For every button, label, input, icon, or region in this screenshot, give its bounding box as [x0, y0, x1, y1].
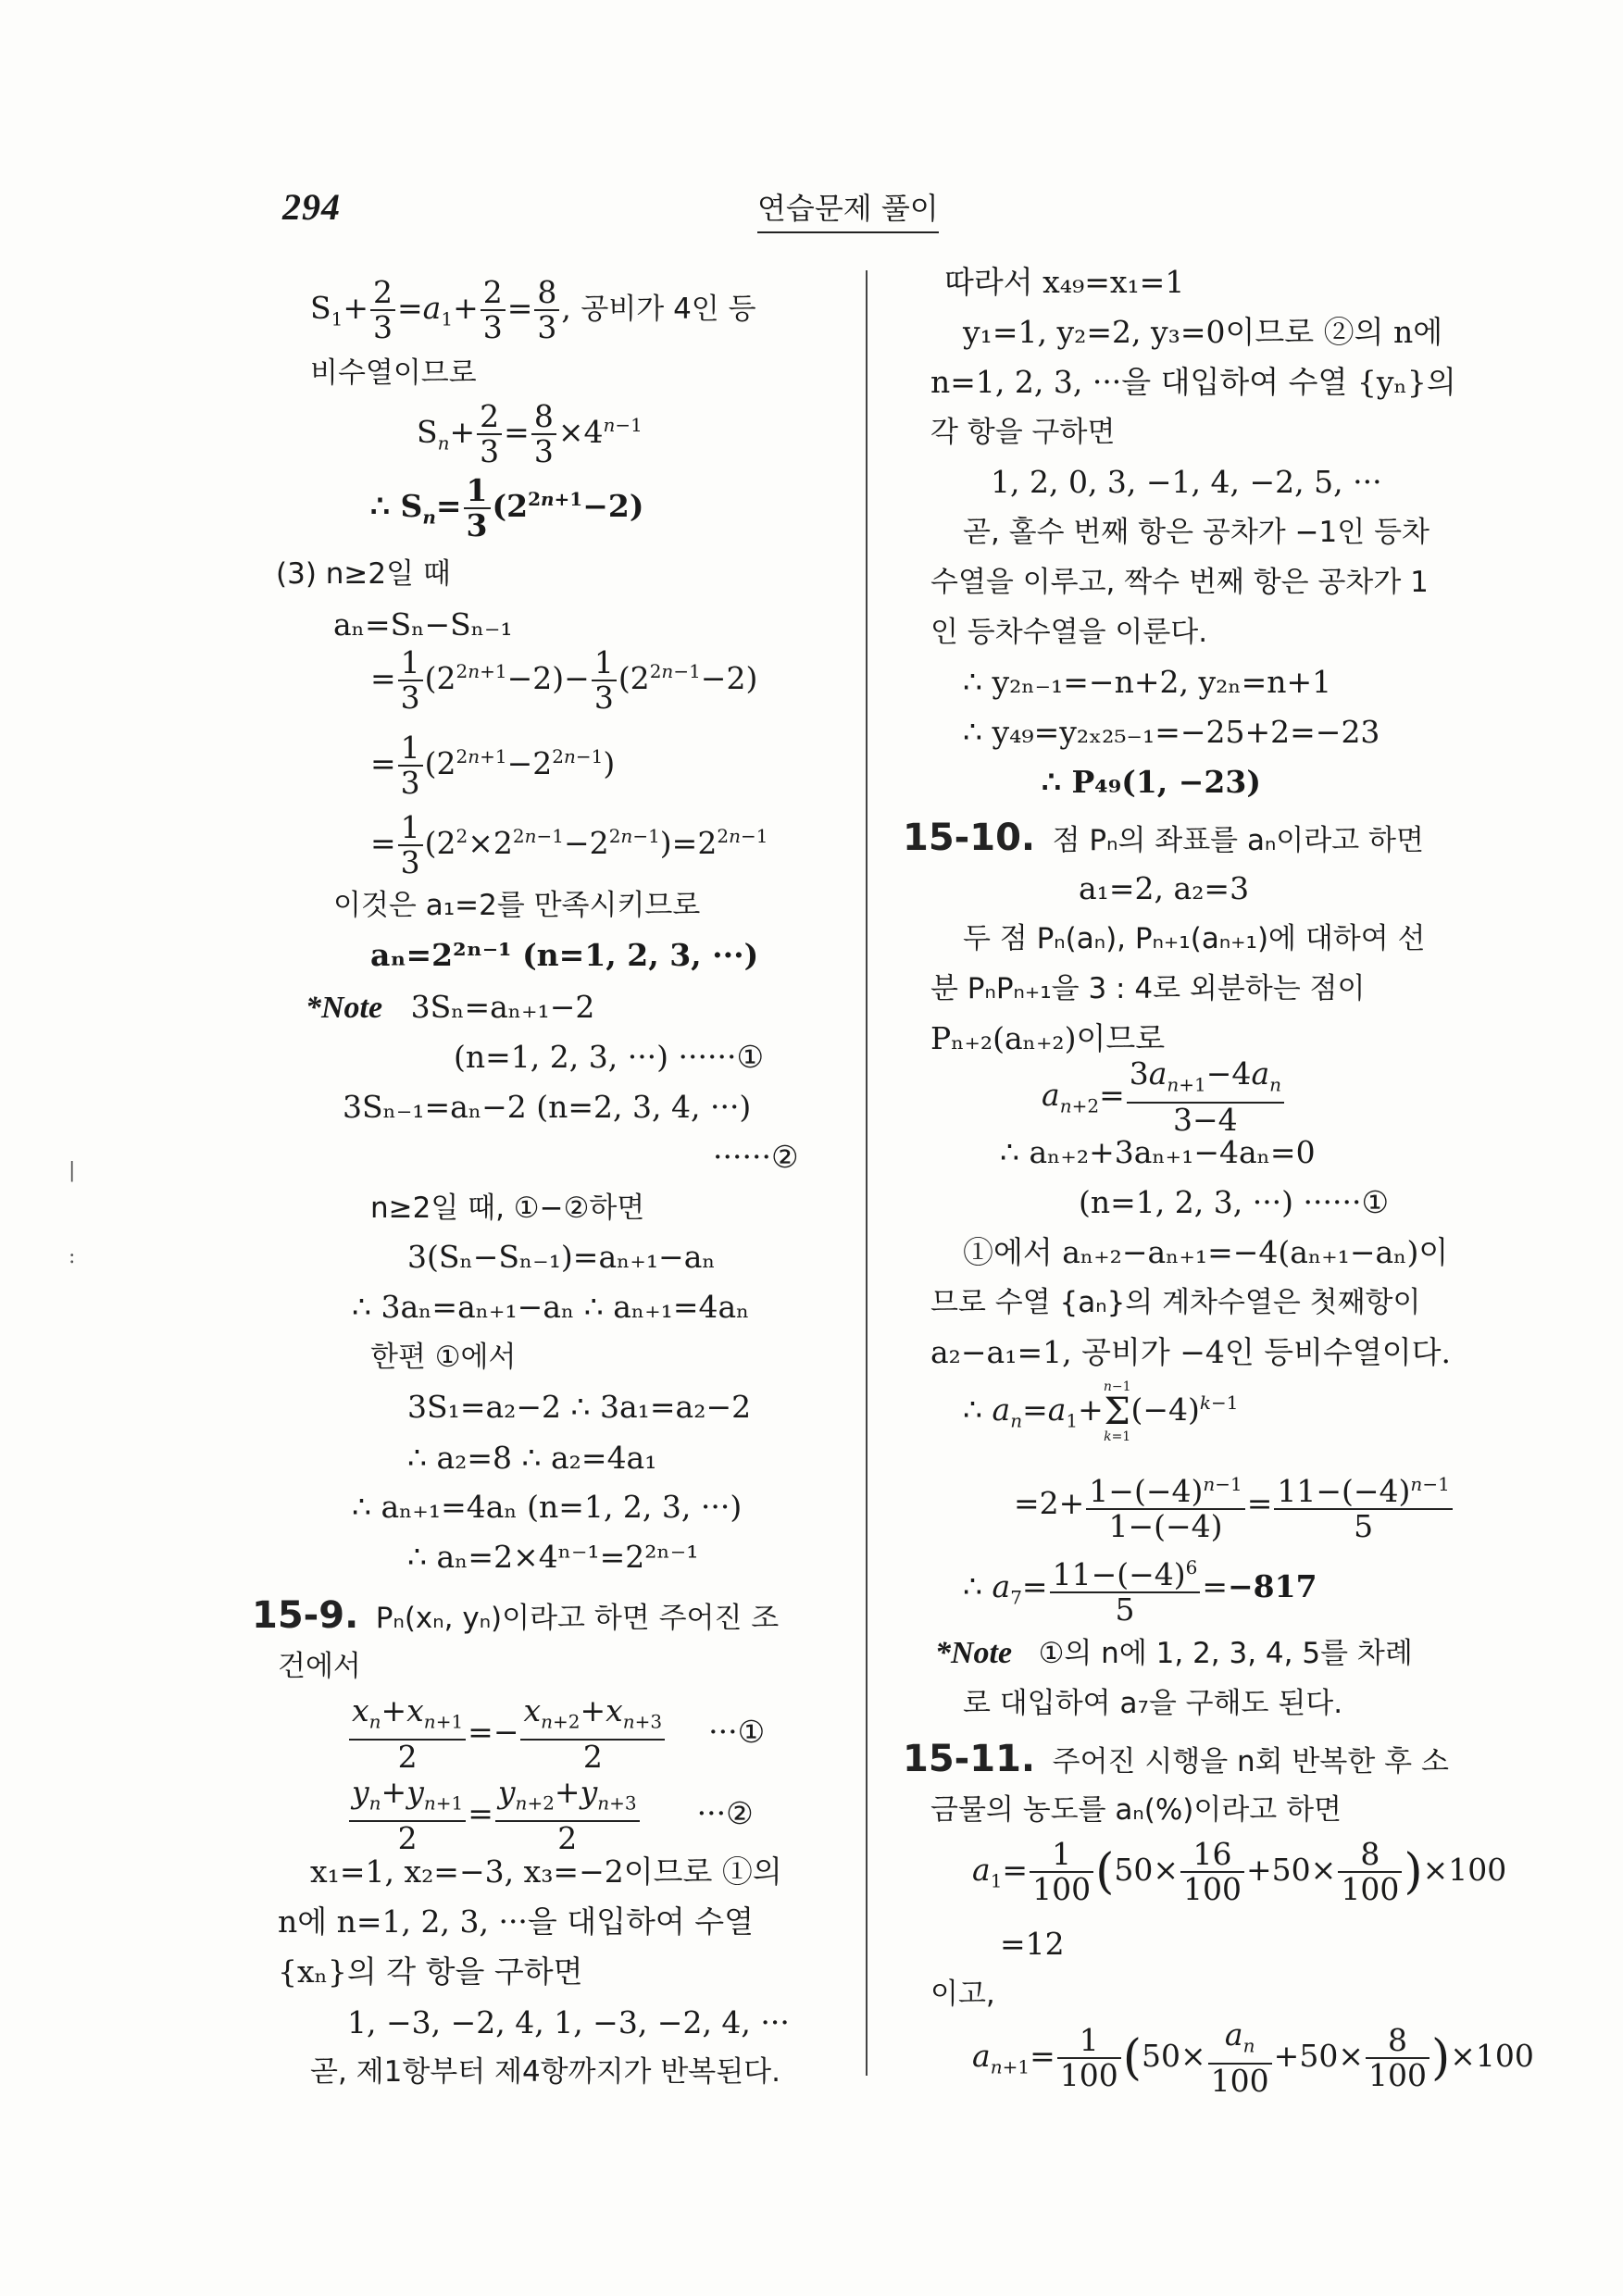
eq-result: ∴ P₄₉(1, −23) — [1042, 764, 1261, 800]
eq-line: 3Sₙ=aₙ₊₁−2 — [410, 989, 595, 1025]
text-line: 한편 ①에서 — [370, 1341, 517, 1374]
eq-line: 3S₁=a₂−2 ∴ 3a₁=a₂−2 — [407, 1389, 752, 1425]
eq-line: ∴ y₄₉=y₂ₓ₂₅₋₁=−25+2=−23 — [963, 714, 1380, 750]
problem-number: 15-9. — [252, 1594, 359, 1637]
text-line: Pₙ₊₂(aₙ₊₂)이므로 — [930, 1020, 1166, 1056]
text-line: n≥2일 때, ①−②하면 — [370, 1192, 645, 1225]
text-line: a₂−a₁=1, 공비가 −4인 등비수열이다. — [930, 1334, 1451, 1370]
scan-mark: : — [69, 1245, 76, 1268]
text-line: (3) n≥2일 때 — [276, 557, 451, 591]
eq-an-3: = $\frac{1}{3}$ $(2^2\times 2^{2n-1}-2^{2n-1})=2^{2n-1}$ — [370, 809, 768, 880]
eq-line: a₁=2, a₂=3 — [1079, 870, 1250, 906]
eq-line: 1, −3, −2, 4, 1, −3, −2, 4, ··· — [347, 2004, 790, 2040]
text-line: 분 PₙPₙ₊₁을 3 : 4로 외분하는 점이 — [930, 972, 1366, 1005]
eq-line: ∴ a₂=8 ∴ a₂=4a₁ — [407, 1440, 657, 1476]
problem-number: 15-11. — [903, 1738, 1036, 1780]
note-block — [935, 1634, 1413, 1672]
eq-sn: $S_n+$ $\frac{2}{3}$ = $\frac{8}{3}$ $\times 4^{n-1}$ — [417, 398, 643, 469]
problem-text: 주어진 시행을 n회 반복한 후 소 — [1052, 1745, 1449, 1778]
running-head: 연습문제 풀이 — [757, 185, 939, 233]
eq-line: =12 — [1000, 1926, 1065, 1962]
text-line: 이고, — [930, 1978, 995, 2011]
text-line: {xₙ}의 각 항을 구하면 — [278, 1953, 583, 1990]
eq-line: (n=1, 2, 3, ···) ······① — [454, 1039, 765, 1075]
scan-mark: | — [69, 1159, 76, 1182]
problem-text: Pₙ(xₙ, yₙ)이라고 하면 주어진 조 — [375, 1602, 780, 1635]
eq-line: ∴ 3aₙ=aₙ₊₁−aₙ ∴ aₙ₊₁=4aₙ — [352, 1289, 750, 1325]
problem-15-10 — [903, 819, 1424, 859]
problem-15-11 — [903, 1738, 1449, 1780]
text-line: 수열을 이루고, 짝수 번째 항은 공차가 1 — [930, 566, 1429, 599]
eq-line: aₙ=Sₙ−Sₙ₋₁ — [333, 606, 513, 643]
eq-recurrence: $a_{n+2}=$ $\frac{3a_{n+1}-4a_n}{3-4}$ — [1042, 1057, 1286, 1137]
note-text: ①의 n에 1, 2, 3, 4, 5를 차례 — [1038, 1637, 1413, 1670]
eq-s1: $S_1+$ $\frac{2}{3}$ $=a_1+$ $\frac{2}{3}$ = $\frac{8}{3}$ , 공비가 4인 등 — [310, 274, 756, 345]
text-line: 각 항을 구하면 — [930, 416, 1116, 449]
eq-line: (n=1, 2, 3, ···) ······① — [1079, 1184, 1390, 1220]
note-label: *Note — [935, 1636, 1013, 1670]
eq-line: ∴ y₂ₙ₋₁=−n+2, y₂ₙ=n+1 — [963, 664, 1332, 700]
eq-line: ······② — [713, 1139, 799, 1175]
eq-sum-2: =2+ $\frac{1-(-4)^{n-1}}{1-(-4)}$ = $\frac{11-(-4)^{n-1}}{5}$ — [1014, 1467, 1454, 1543]
text-line: 비수열이므로 — [310, 356, 477, 390]
eq-line: ∴ aₙ₊₂+3aₙ₊₁−4aₙ=0 — [1000, 1134, 1316, 1170]
eq-an-1: = $\frac{1}{3}$ $(2^{2n+1}-2)-$ $\frac{1}{3}$ $(2^{2n-1}-2)$ — [370, 644, 758, 716]
text-line: 로 대입하여 a₇을 구해도 된다. — [963, 1687, 1343, 1720]
eq-line: ∴ aₙ=2×4ⁿ⁻¹=2²ⁿ⁻¹ — [407, 1539, 699, 1575]
eq-x-cond: $\frac{x_n+x_{n+1}}{2}$ =− $\frac{x_{n+2}+x_{n+3}}{2}$ ···① — [347, 1694, 765, 1774]
text-line: 이것은 a₁=2를 만족시키므로 — [333, 889, 701, 922]
problem-text: 점 Pₙ의 좌표를 aₙ이라고 하면 — [1052, 824, 1424, 857]
eq-line: 3(Sₙ−Sₙ₋₁)=aₙ₊₁−aₙ — [407, 1239, 716, 1275]
text-line: 건에서 — [278, 1650, 361, 1683]
problem-number: 15-10. — [903, 817, 1036, 859]
eq-result: aₙ=2²ⁿ⁻¹ (n=1, 2, 3, ···) — [370, 937, 759, 973]
note-block — [306, 989, 594, 1027]
text-line: n=1, 2, 3, ···을 대입하여 수열 {yₙ}의 — [930, 364, 1456, 400]
text-line: x₁=1, x₂=−3, x₃=−2이므로 ①의 — [310, 1853, 782, 1890]
text-line: 따라서 x₄₉=x₁=1 — [944, 264, 1185, 300]
text-line: y₁=1, y₂=2, y₃=0이므로 ②의 n에 — [963, 314, 1443, 350]
column-divider — [866, 270, 868, 2076]
eq-an-2: = $\frac{1}{3}$ $(2^{2n+1}-2^{2n-1})$ — [370, 730, 616, 801]
eq-line: 1, 2, 0, 3, −1, 4, −2, 5, ··· — [991, 464, 1382, 500]
eq-a1-conc: $a_1=$ $\frac{1}{100}$ (50× $\frac{16}{100}$ +50× $\frac{8}{100}$ )×100 — [972, 1836, 1507, 1907]
eq-line: ∴ aₙ₊₁=4aₙ (n=1, 2, 3, ···) — [352, 1489, 743, 1525]
text-line: ①에서 aₙ₊₂−aₙ₊₁=−4(aₙ₊₁−aₙ)이 — [963, 1234, 1449, 1270]
eq-sum: ∴ $a_n=a_1+n-1$ Σ $k=1(-4)^{k-1}$ — [963, 1379, 1239, 1444]
note-label: *Note — [306, 991, 383, 1025]
eq-y-cond: $\frac{y_n+y_{n+1}}{2}$ = $\frac{y_{n+2}+y_{n+3}}{2}$ ···② — [347, 1776, 754, 1855]
text-line: 므로 수열 {aₙ}의 계차수열은 첫째항이 — [930, 1286, 1421, 1319]
text-line: n에 n=1, 2, 3, ···을 대입하여 수열 — [278, 1903, 755, 1940]
eq-line: 3Sₙ₋₁=aₙ−2 (n=2, 3, 4, ···) — [343, 1089, 752, 1125]
problem-15-9 — [252, 1594, 780, 1637]
text-line: 두 점 Pₙ(aₙ), Pₙ₊₁(aₙ₊₁)에 대하여 선 — [963, 922, 1426, 955]
page-number: 294 — [282, 186, 341, 228]
eq-an1-conc: $a_{n+1}=$ $\frac{1}{100}$ (50× $\frac{a_n}{100}$ +50× $\frac{8}{100}$ )×100 — [972, 2016, 1534, 2099]
eq-sn-result: ∴ $S_n=$ $\frac{1}{3}$ $(2^{2n+1}-2)$ — [370, 472, 644, 543]
text-line: 인 등차수열을 이룬다. — [930, 616, 1208, 649]
text-line: 곧, 홀수 번째 항은 공차가 −1인 등차 — [963, 516, 1429, 549]
text-line: 금물의 농도를 aₙ(%)이라고 하면 — [930, 1793, 1342, 1827]
eq-a7: ∴ $a_7=$ $\frac{11-(-4)^6}{5}$ =−817 — [963, 1551, 1317, 1627]
text-line: 곧, 제1항부터 제4항까지가 반복된다. — [310, 2055, 780, 2089]
